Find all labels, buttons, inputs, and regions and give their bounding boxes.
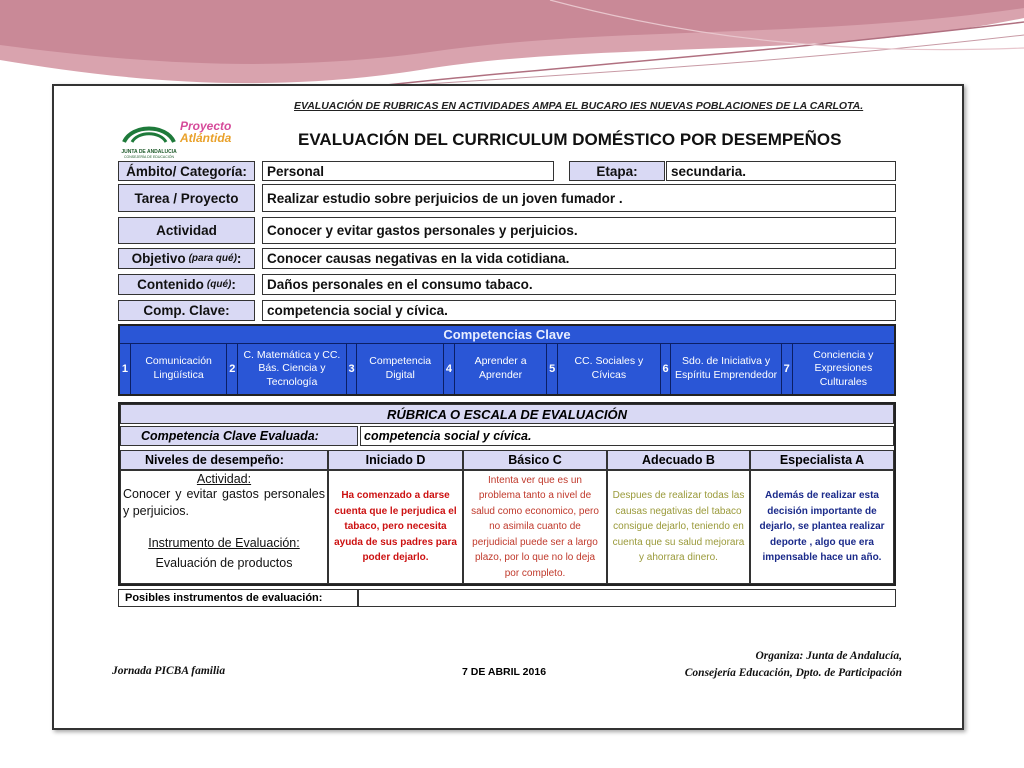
competencia-3-number: 3: [347, 344, 358, 394]
competencia-7-label: Conciencia y Expresiones Culturales: [813, 348, 874, 388]
competencia-2-number: 2: [227, 344, 238, 394]
descriptor-especialista: Además de realizar esta decisión importante de dejarlo, se plantea realizar deporte , algo que era impensable hace un año.: [750, 470, 894, 584]
proyecto-atlantida-logo: [180, 120, 244, 156]
competencia-7-number: 7: [782, 344, 793, 394]
ambito-label: Ámbito/ Categoría:: [118, 161, 255, 181]
junta-emblem-icon: [118, 122, 180, 144]
level-iniciado: Iniciado D: [328, 450, 463, 470]
objetivo-hint: (para qué): [188, 253, 237, 264]
contenido-field: Daños personales en el consumo tabaco.: [262, 274, 896, 295]
etapa-field: secundaria.: [666, 161, 896, 181]
rubrica-title: RÚBRICA O ESCALA DE EVALUACIÓN: [120, 404, 894, 424]
instrumento-text: Evaluación de productos: [155, 555, 293, 570]
junta-logo: [118, 122, 180, 160]
competencias-row: [120, 344, 894, 394]
niveles-label: Niveles de desempeño:: [120, 450, 328, 470]
competencia-1-label: Comunicación Lingüística: [131, 344, 227, 394]
level-adecuado: Adecuado B: [607, 450, 750, 470]
junta-logo-text: JUNTA DE ANDALUCIA: [121, 149, 177, 155]
contenido-hint: (qué): [206, 279, 232, 290]
posibles-field: [358, 589, 896, 607]
competencia-6-number: 6: [661, 344, 672, 394]
actividad-text: Conocer y evitar gastos personales y perjuicios.: [123, 487, 325, 518]
actividad-label: Actividad: [118, 217, 255, 244]
competencia-1-number: 1: [120, 344, 131, 394]
contenido-colon: :: [231, 277, 236, 292]
objetivo-field: Conocer causas negativas en la vida cotidiana.: [262, 248, 896, 269]
competencia-6-label: Sdo. de Iniciativa y Espíritu Emprendedor: [671, 344, 781, 394]
posibles-label: Posibles instrumentos de evaluación:: [118, 589, 358, 607]
etapa-label: Etapa:: [569, 161, 665, 181]
actividad-heading: Actividad:: [196, 472, 252, 486]
logo-word-1: Proyecto: [180, 119, 232, 133]
competencias-title: Competencias Clave: [443, 327, 571, 342]
descriptor-adecuado: Despues de realizar todas las causas negativas del tabaco consigue dejarlo, teniendo en cuenta que su salud mejorara y ahorrara dinero.: [607, 470, 750, 584]
actividad-cell: [120, 470, 328, 584]
competencia-4-label: Aprender a Aprender: [455, 344, 547, 394]
footer-right-1: Organiza: Junta de Andalucía,: [755, 650, 902, 662]
contenido-label: [118, 274, 255, 295]
competencia-2-label: C. Matemática y CC. Bás. Ciencia y Tecnología: [238, 344, 346, 394]
actividad-field: Conocer y evitar gastos personales y perjuicios.: [262, 217, 896, 244]
page-title: EVALUACIÓN DEL CURRICULUM DOMÉSTICO POR DESEMPEÑOS: [298, 130, 842, 149]
evaluada-field: competencia social y cívica.: [360, 426, 894, 446]
objetivo-colon: :: [236, 251, 242, 266]
tarea-field: Realizar estudio sobre perjuicios de un joven fumador .: [262, 184, 896, 212]
objetivo-label: [118, 248, 255, 269]
evaluada-label: Competencia Clave Evaluada:: [120, 426, 358, 446]
competencia-5-label: CC. Sociales y Cívicas: [558, 344, 660, 394]
event-line: EVALUACIÓN DE RUBRICAS EN ACTIVIDADES AMPA EL BUCARO IES NUEVAS POBLACIONES DE LA CARLOTA.: [294, 100, 864, 112]
objetivo-label-text: Objetivo: [131, 251, 186, 266]
descriptor-basico: Intenta ver que es un problema tanto a nivel de salud como economico, pero no asimila cuanto de perjudicial puede ser a largo plazo, por lo que no lo deja por completo.: [463, 470, 607, 584]
comp-clave-field: competencia social y cívica.: [262, 300, 896, 321]
level-basico: Básico C: [463, 450, 607, 470]
rubrica-table: [118, 402, 896, 586]
competencia-5-number: 5: [547, 344, 558, 394]
comp-clave-label: Comp. Clave:: [118, 300, 255, 321]
contenido-label-text: Contenido: [137, 277, 204, 292]
footer-right-2: Consejería Educación, Dpto. de Participación: [684, 667, 902, 679]
descriptor-iniciado: Ha comenzado a darse cuenta que le perjudica el tabaco, pero necesita ayuda de sus padres para poder dejarlo.: [328, 470, 463, 584]
competencia-4-number: 4: [444, 344, 455, 394]
logo-word-2: Atlántida: [180, 131, 232, 145]
competencia-3-label: Competencia Digital: [357, 344, 443, 394]
ambito-field: Personal: [262, 161, 554, 181]
junta-logo-subtext: CONSEJERÍA DE EDUCACIÓN: [124, 155, 174, 159]
evaluation-sheet: [52, 84, 964, 730]
footer-left: Jornada PICBA familia: [112, 665, 226, 677]
footer-date: 7 DE ABRIL 2016: [462, 666, 547, 678]
tarea-label: Tarea / Proyecto: [118, 184, 255, 212]
competencias-clave-table: [118, 324, 896, 396]
instrumento-heading: Instrumento de Evaluación:: [148, 535, 300, 550]
level-especialista: Especialista A: [750, 450, 894, 470]
